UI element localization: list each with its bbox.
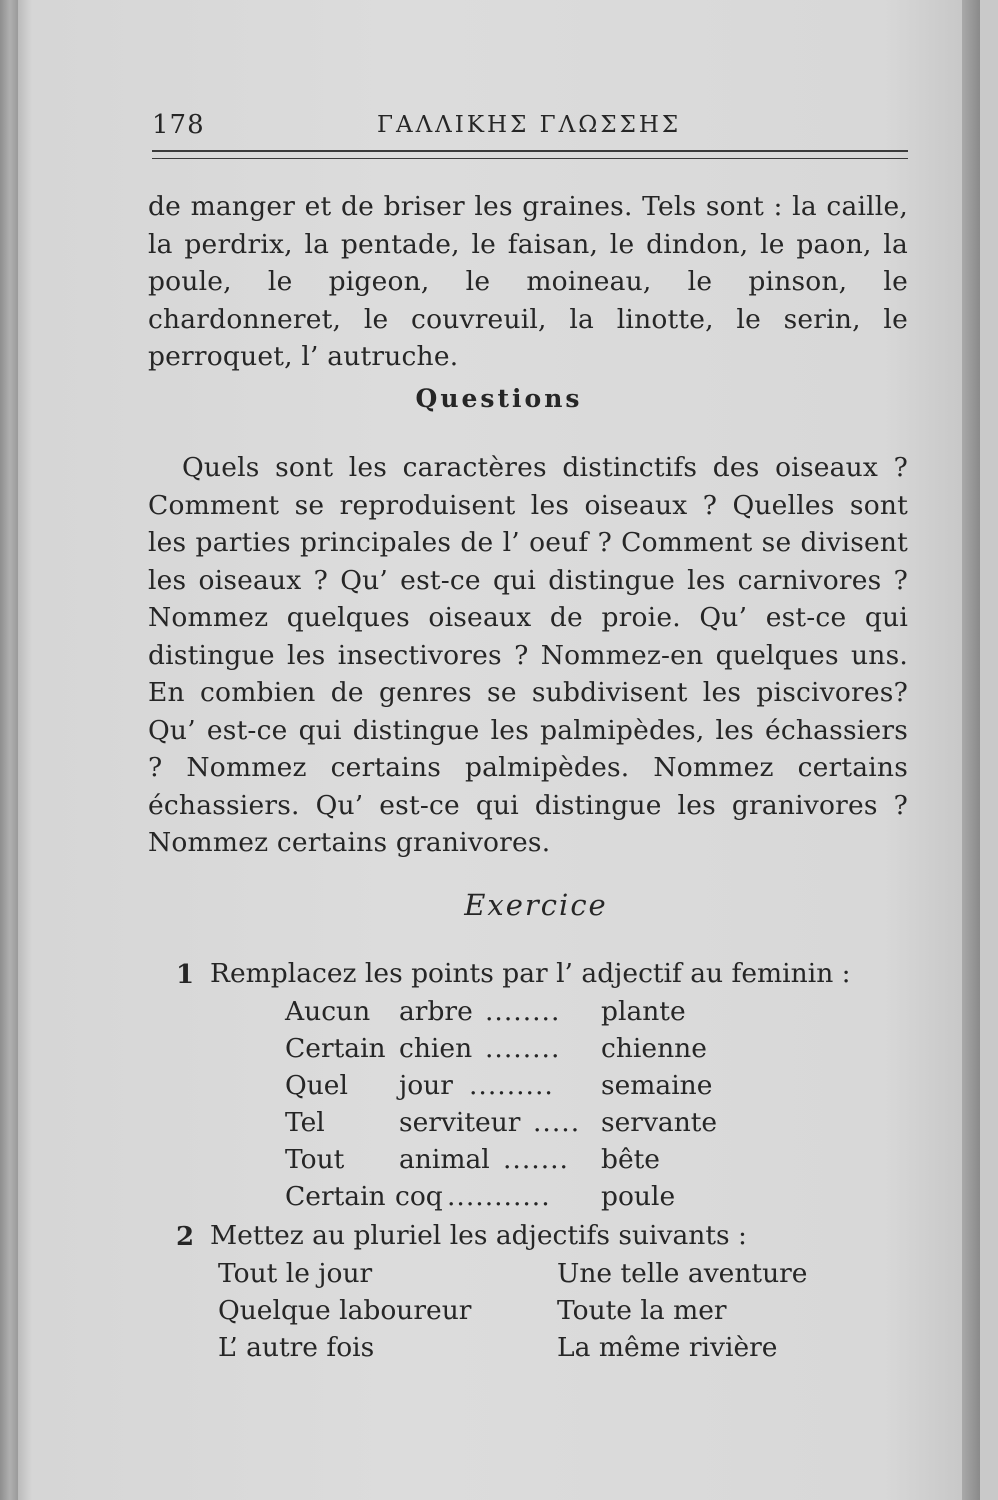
blank-dots: ........: [485, 1033, 561, 1064]
page-edge-shadow: [962, 0, 980, 1500]
exercise-2-right-item: La même rivière: [557, 1332, 778, 1363]
exercise-2-right-item: Toute la mer: [557, 1295, 727, 1326]
exercise-1-row: [285, 1144, 745, 1180]
exercise-2-left-item: Tout le jour: [218, 1258, 373, 1289]
running-title: ΓΑΛΛΙΚΗΣ ΓΛΩΣΣΗΣ: [377, 112, 682, 138]
exercise-1-row: [285, 1181, 745, 1217]
blank-dots: ...........: [447, 1181, 551, 1212]
exercise-1-number: 1: [176, 960, 195, 990]
running-header: [152, 110, 908, 146]
target-noun: chienne: [601, 1033, 707, 1064]
exercise-2-right-item: Une telle aventure: [557, 1258, 808, 1289]
target-noun: semaine: [601, 1070, 713, 1101]
blank-dots: .......: [503, 1144, 569, 1175]
questions-heading: Questions: [415, 384, 583, 413]
noun: serviteur: [399, 1107, 521, 1138]
noun: chien: [399, 1033, 473, 1064]
target-noun: poule: [601, 1181, 676, 1212]
adjective: Quel: [285, 1070, 348, 1101]
blank-dots: ........: [485, 996, 561, 1027]
adjective: Tout: [285, 1144, 345, 1175]
adjective: Certain: [285, 1181, 386, 1212]
adjective: Aucun: [285, 996, 371, 1027]
noun: jour: [399, 1070, 453, 1101]
adjective: Tel: [285, 1107, 325, 1138]
exercise-2-left-item: Quelque laboureur: [218, 1295, 472, 1326]
exercise-1-row: [285, 1033, 745, 1069]
target-noun: plante: [601, 996, 686, 1027]
noun: animal: [399, 1144, 490, 1175]
adjective: Certain: [285, 1033, 386, 1064]
target-noun: servante: [601, 1107, 718, 1138]
exercise-1-row: [285, 996, 745, 1032]
noun: coq: [395, 1181, 443, 1212]
page-number: 178: [152, 110, 205, 140]
noun: arbre: [399, 996, 473, 1027]
book-binding-shadow: [0, 0, 18, 1500]
blank-dots: .....: [533, 1107, 581, 1138]
header-rule: [152, 150, 908, 159]
exercise-heading: Exercice: [464, 888, 608, 922]
birds-paragraph: de manger et de briser les graines. Tels sont : la caille, la perdrix, la pentade, le faisan, le dindon, le paon, la poule, le pigeon, le moineau, le pinson, le chardonneret, le couvreuil, la linotte, le serin, le perroquet, l’ autruche.: [148, 191, 908, 372]
exercise-2-left-item: L’ autre fois: [218, 1332, 375, 1363]
questions-paragraph: Quels sont les caractères distinctifs des oiseaux ? Comment se reproduisent les oiseaux ? Quelles sont les parties principales de l’ oeuf ? Comment se divisent les oiseaux ? Qu’ est-ce qui distingue les carnivores ? Nommez quelques oiseaux de proie. Qu’ est-ce qui distingue les insectivores ? Nommez-en quelques uns. En combien de genres se subdivisent les piscivores? Qu’ est-ce qui distingue les palmipèdes, les échassiers ? Nommez certains palmipèdes. Nommez certains échassiers. Qu’ est-ce qui distingue les granivores ? Nommez certains granivores.: [148, 452, 908, 858]
exercise-1-row: [285, 1107, 745, 1143]
exercise-2-number: 2: [176, 1222, 195, 1252]
exercise-2-instruction: Mettez au pluriel les adjectifs suivants :: [210, 1220, 747, 1251]
blank-dots: .........: [469, 1070, 554, 1101]
target-noun: bête: [601, 1144, 660, 1175]
exercise-1-row: [285, 1070, 745, 1106]
exercise-1-instruction: Remplacez les points par l’ adjectif au feminin :: [210, 958, 851, 989]
